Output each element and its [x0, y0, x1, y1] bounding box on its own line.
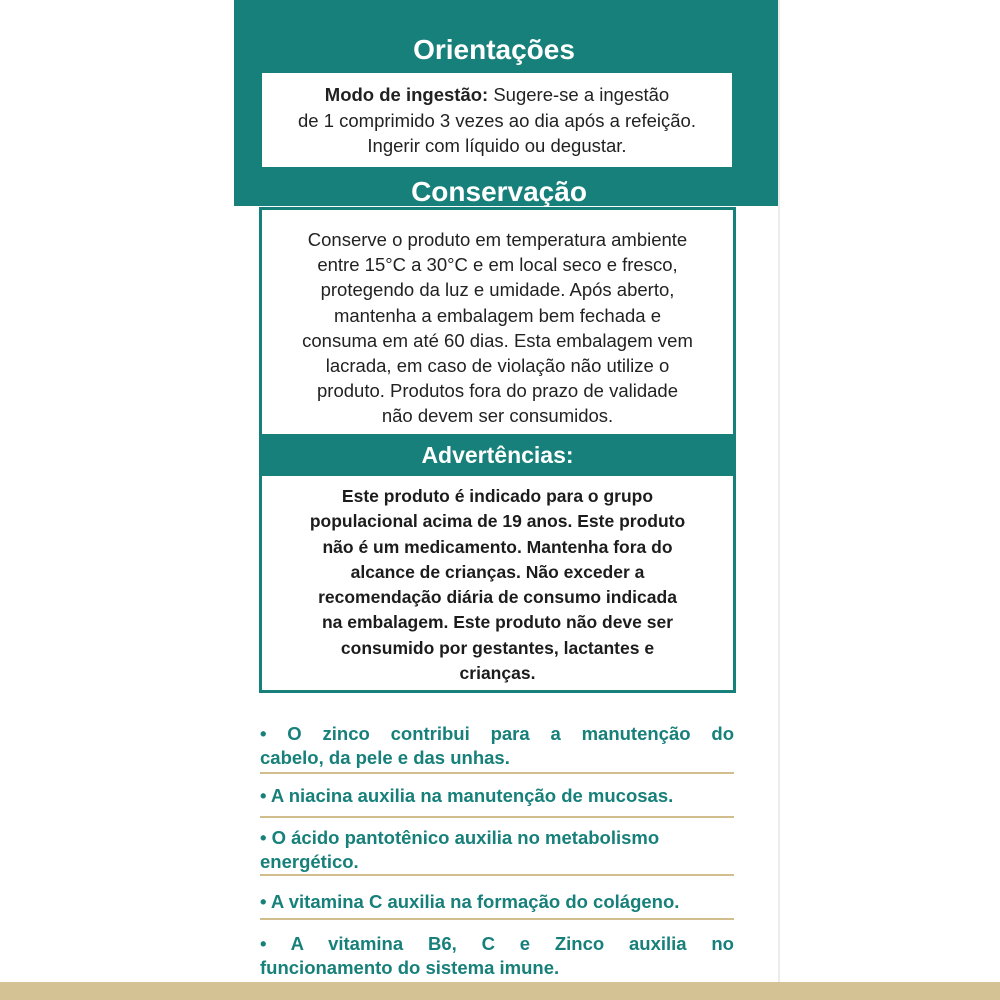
claim-divider	[260, 874, 734, 876]
claim-text: energético.	[260, 851, 359, 872]
ingestion-line-3: Ingerir com líquido ou degustar.	[367, 135, 627, 156]
panel-edge-shadow	[778, 0, 780, 982]
footer-gold-bar	[0, 982, 1000, 1000]
orientacoes-title: Orientações	[413, 34, 575, 65]
advertencias-line: crianças.	[459, 663, 536, 684]
ingestion-line-1-text: Sugere-se a ingestão	[488, 84, 670, 105]
conservacao-line: lacrada, em caso de violação não utilize o	[325, 355, 670, 377]
claim-item	[260, 784, 734, 818]
advertencias-box	[259, 476, 736, 693]
claim-text: funcionamento do sistema imune.	[260, 957, 560, 978]
conservacao-line: entre 15°C a 30°C e em local seco e fresco,	[317, 254, 678, 276]
ingestion-box	[262, 73, 732, 167]
ingestion-label: Modo de ingestão:	[324, 84, 489, 105]
advertencias-title: Advertências:	[259, 434, 736, 476]
claim-item	[260, 722, 734, 774]
ingestion-line-1	[262, 82, 732, 108]
conservacao-line: Conserve o produto em temperatura ambiente	[307, 229, 688, 250]
conservacao-line: mantenha a embalagem bem fechada e	[333, 304, 662, 326]
conservacao-line: protegendo da luz e umidade. Após aberto,	[320, 279, 675, 301]
conservacao-box	[259, 207, 736, 436]
conservacao-line: consuma em até 60 dias. Esta embalagem vem	[302, 329, 693, 351]
claim-divider	[260, 918, 734, 920]
conservacao-line: não devem ser consumidos.	[381, 405, 614, 427]
claim-item	[260, 826, 734, 876]
advertencias-line: alcance de crianças. Não exceder a	[350, 561, 645, 582]
claim-text: • A vitamina C auxilia na formação do colágeno.	[260, 891, 680, 912]
advertencias-line: Este produto é indicado para o grupo	[341, 486, 654, 506]
advertencias-line: populacional acima de 19 anos. Este produto	[309, 511, 686, 532]
advertencias-line: na embalagem. Este produto não deve ser	[321, 612, 674, 633]
claim-text: cabelo, da pele e das unhas.	[260, 747, 510, 768]
claim-divider	[260, 816, 734, 818]
ingestion-line-2: de 1 comprimido 3 vezes ao dia após a refeição.	[298, 109, 696, 131]
claim-text: • A niacina auxilia na manutenção de mucosas.	[260, 785, 674, 806]
advertencias-line: recomendação diária de consumo indicada	[318, 587, 677, 608]
claim-text: • O ácido pantotênico auxilia no metabolismo	[260, 827, 660, 848]
nutrient-claims-list	[260, 722, 734, 980]
advertencias-line: não é um medicamento. Mantenha fora do	[322, 536, 673, 557]
claim-text: • O zinco contribui para a manutenção do	[260, 723, 734, 744]
conservacao-title: Conservação	[411, 176, 587, 207]
claim-item	[260, 932, 734, 980]
claim-text: • A vitamina B6, C e Zinco auxilia no	[260, 933, 734, 954]
claim-item	[260, 890, 734, 920]
advertencias-line: consumido por gestantes, lactantes e	[340, 637, 655, 658]
claim-divider	[260, 772, 734, 774]
conservacao-line: produto. Produtos fora do prazo de validade	[317, 380, 678, 402]
